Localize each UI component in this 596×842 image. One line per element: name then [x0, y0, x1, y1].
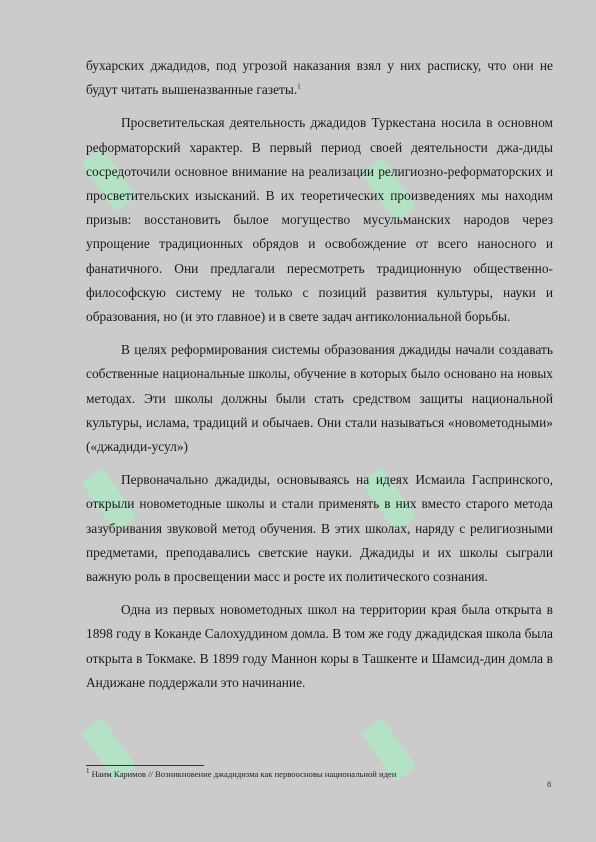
- body-text: [86, 54, 553, 695]
- paragraph: Первоначально джадиды, основываясь на идеях Исмаила Гаспринского, открыли новометодные школы и стали применять в них вместо старого метода зазубривания звуковой метод обучения. В этих школах, наряду с религиозными предметами, преподавались светские науки. Джадиды и их школы сыграли важную роль в просвещении масс и росте их политического сознания.: [86, 472, 553, 585]
- paragraph: [86, 54, 553, 102]
- paragraph: В целях реформирования системы образования джадиды начали создавать собственные национальные школы, обучение в которых было основано на новых методах. Эти школы должны были стать средством защиты национальной культуры, ислама, традиций и обычаев. Они стали называться «новометодными» («джадиди-усул»): [86, 342, 553, 455]
- paragraph-text: бухарских джадидов, под угрозой наказания взял у них расписку, что они не будут читать вышеназванные газеты.: [86, 58, 553, 98]
- paragraph: Одна из первых новометодных школ на территории края была открыта в 1898 году в Коканде Салохуддином домла. В том же году джадидская школа была открыта в Токмаке. В 1899 году Маннон коры в Ташкенте и Шамсид-дин домла в Андижане поддержали это начинание.: [86, 602, 553, 690]
- paragraph: Просветительская деятельность джадидов Туркестана носила в основном реформаторский характер. В первый период своей деятельности джа-диды сосредоточили основное внимание на реализации религиозно-реформаторских и просветительских изысканий. В их теоретических произведениях мы находим призыв: восстановить былое могущество мусульманских народов через упрощение традиционных обрядов и освобождение от всего наносного и фанатичного. Они предлагали пересмотреть традиционную общественно-философскую систему не только с позиций развития культуры, науки и образования, но (и это главное) и в свете задач антиколониальной борьбы.: [86, 115, 553, 325]
- footnote-marker: 1: [297, 82, 301, 91]
- page-number: 8: [547, 779, 552, 789]
- footnote: [86, 768, 556, 780]
- footnote-separator: [86, 765, 204, 766]
- footnote-number: 1: [86, 767, 90, 776]
- footnote-text: Наим Каримов // Возникновение джадидизма как первоосновы национальной идеи: [89, 769, 397, 779]
